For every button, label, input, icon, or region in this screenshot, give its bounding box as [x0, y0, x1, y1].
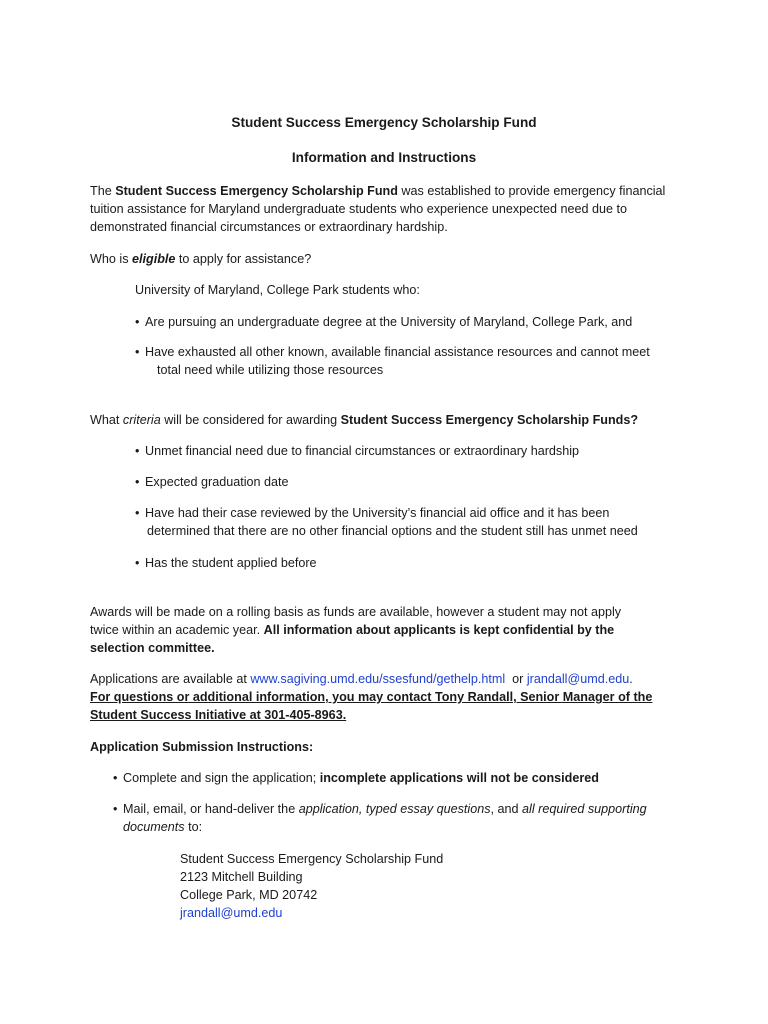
address-line-2: 2123 Mitchell Building — [180, 870, 303, 884]
submission-bullet-2-italic-2: all required supporting — [522, 802, 647, 816]
intro-line-3: demonstrated financial circumstances or extraordinary hardship. — [90, 220, 448, 234]
intro-line-2: tuition assistance for Maryland undergraduate students who experience unexpected need due to — [90, 202, 627, 216]
eligible-q-pre: Who is — [90, 252, 132, 266]
document-title: Student Success Emergency Scholarship Fund — [231, 115, 537, 130]
address-line-3: College Park, MD 20742 — [180, 888, 318, 902]
applications-pre: Applications are available at — [90, 672, 251, 686]
criteria-q-strong: Student Success Emergency Scholarship Funds? — [340, 413, 639, 427]
bullet-icon: • — [135, 475, 140, 489]
applications-line-1 — [90, 670, 633, 688]
criteria-bullet-2-text: Expected graduation date — [145, 475, 289, 489]
criteria-bullet-3-line-1: Have had their case reviewed by the University’s financial aid office and it has been — [145, 506, 610, 520]
contact-line-1: For questions or additional information, you may contact Tony Randall, Senior Manager of the — [90, 690, 653, 704]
eligible-bullet-2-line-1: Have exhausted all other known, available financial assistance resources and cannot meet — [145, 345, 650, 359]
criteria-bullet-4 — [135, 554, 317, 572]
awards-line-3: selection committee. — [90, 641, 215, 655]
criteria-bullet-1-text: Unmet financial need due to financial circumstances or extraordinary hardship — [145, 444, 580, 458]
criteria-bullet-2 — [135, 473, 289, 491]
contact-line-2: Student Success Initiative at 301-405-8963. — [90, 708, 347, 722]
submission-bullet-1 — [113, 769, 599, 787]
awards-line2-bold: All information about applicants is kept confidential by the — [263, 623, 615, 637]
intro-pre: The — [90, 184, 116, 198]
criteria-bullet-4-text: Has the student applied before — [145, 556, 317, 570]
submission-heading: Application Submission Instructions: — [90, 740, 314, 754]
bullet-icon: • — [113, 802, 118, 816]
submission-bullet-2-line2-italic: documents — [123, 820, 185, 834]
eligible-bullet-2 — [135, 343, 650, 361]
submission-bullet-1-plain: Complete and sign the application; — [123, 771, 320, 785]
submission-bullet-2-mid: , and — [490, 802, 523, 816]
awards-line-1: Awards will be made on a rolling basis as funds are available, however a student may not apply — [90, 605, 622, 619]
intro-fund-name: Student Success Emergency Scholarship Fund — [115, 184, 398, 198]
submission-bullet-2-italic-1: application, typed essay questions — [298, 802, 491, 816]
submission-bullet-2-pre: Mail, email, or hand-deliver the — [123, 802, 299, 816]
submission-bullet-2-line-2 — [123, 818, 202, 836]
submission-bullet-2-line2-post: to: — [184, 820, 203, 834]
criteria-bullet-3-line-2: determined that there are no other financial options and the student still has unmet need — [147, 524, 638, 538]
eligible-bullet-1 — [135, 313, 632, 331]
applications-period: . — [629, 672, 633, 686]
bullet-icon: • — [135, 315, 140, 329]
bullet-icon: • — [135, 556, 140, 570]
eligible-q-emph: eligible — [132, 252, 176, 266]
eligible-q-post: to apply for assistance? — [175, 252, 312, 266]
bullet-icon: • — [135, 444, 140, 458]
criteria-question — [90, 411, 638, 429]
eligible-question — [90, 250, 311, 268]
criteria-bullet-1 — [135, 442, 579, 460]
criteria-q-pre: What — [90, 413, 123, 427]
criteria-bullet-3 — [135, 504, 609, 522]
bullet-icon: • — [135, 506, 140, 520]
awards-line-2 — [90, 621, 614, 639]
bullet-icon: • — [135, 345, 140, 359]
intro-line-1 — [90, 182, 665, 200]
submission-bullet-1-bold: incomplete applications will not be considered — [319, 771, 599, 785]
applications-url-link[interactable]: www.sagiving.umd.edu/ssesfund/gethelp.html — [250, 672, 506, 686]
eligible-bullet-1-text: Are pursuing an undergraduate degree at the University of Maryland, College Park, and — [145, 315, 633, 329]
awards-line2-plain: twice within an academic year. — [90, 623, 264, 637]
address-line-1: Student Success Emergency Scholarship Fund — [180, 852, 444, 866]
document-subtitle: Information and Instructions — [291, 150, 477, 165]
intro-line1-post: was established to provide emergency financial — [397, 184, 666, 198]
applications-email-link[interactable]: jrandall@umd.edu — [526, 672, 630, 686]
applications-or: or — [505, 672, 527, 686]
bullet-icon: • — [113, 771, 118, 785]
address-email-link[interactable]: jrandall@umd.edu — [180, 906, 283, 920]
eligible-bullet-2-line-2: total need while utilizing those resources — [157, 363, 384, 377]
criteria-q-emph: criteria — [122, 413, 161, 427]
submission-bullet-2 — [113, 800, 647, 818]
eligible-lead: University of Maryland, College Park students who: — [135, 283, 420, 297]
criteria-q-mid: will be considered for awarding — [160, 413, 341, 427]
